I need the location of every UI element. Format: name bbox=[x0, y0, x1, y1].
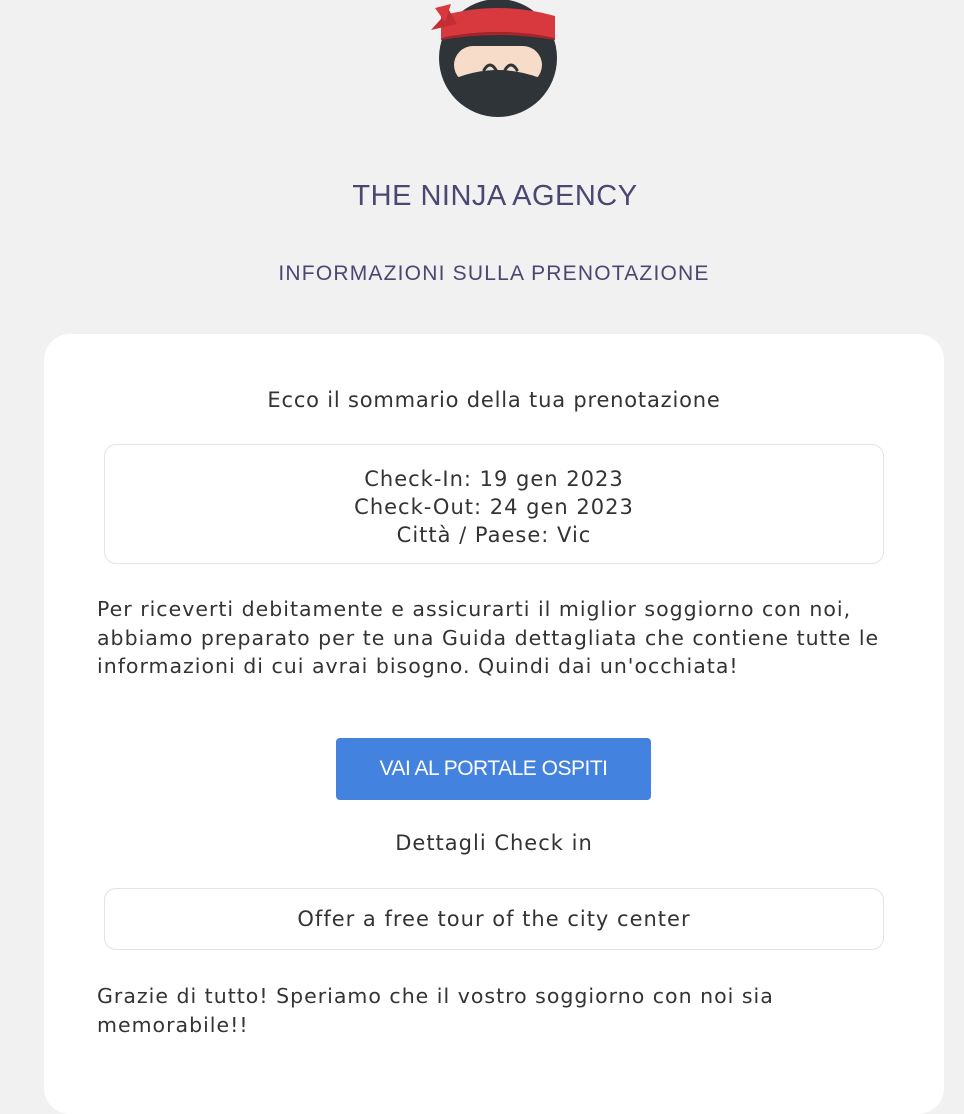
check-in-date: Check-In: 19 gen 2023 bbox=[364, 467, 624, 491]
guest-portal-button[interactable]: VAI AL PORTALE OSPITI bbox=[336, 738, 651, 800]
city-country: Città / Paese: Vic bbox=[396, 523, 592, 547]
page-subtitle: INFORMAZIONI SULLA PRENOTAZIONE bbox=[278, 262, 710, 285]
ninja-mascot-icon bbox=[431, 0, 561, 120]
closing-paragraph: Grazie di tutto! Speriamo che il vostro soggiorno con noi sia memorabile!! bbox=[97, 984, 774, 1037]
booking-card bbox=[44, 334, 944, 1114]
agency-name: THE NINJA AGENCY bbox=[352, 180, 638, 212]
checkin-details-text: Offer a free tour of the city center bbox=[297, 907, 691, 931]
intro-paragraph: Per riceverti debitamente e assicurarti il miglior soggiorno con noi, abbiamo preparato per te una Guida dettagliata che contiene tutte le informazioni di cui avrai bisogno. Quindi dai un'occhiata! bbox=[97, 597, 880, 678]
check-out-date: Check-Out: 24 gen 2023 bbox=[354, 495, 634, 519]
booking-summary-box bbox=[104, 444, 884, 564]
summary-title: Ecco il sommario della tua prenotazione bbox=[267, 388, 721, 412]
checkin-details-title: Dettagli Check in bbox=[395, 831, 593, 855]
checkin-details-box bbox=[104, 888, 884, 950]
